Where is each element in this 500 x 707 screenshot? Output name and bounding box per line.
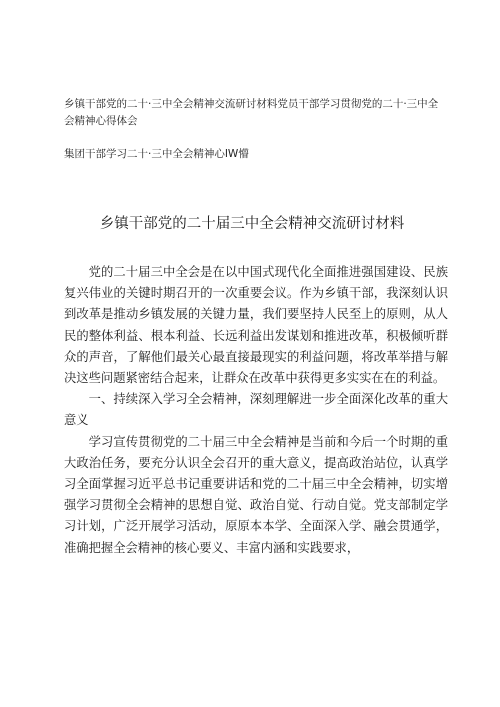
- document-body: [64, 262, 448, 559]
- toc-entry-2[interactable]: 集团干部学习二十·三中全会精神心IW懵: [64, 148, 249, 160]
- toc-entry-1[interactable]: 乡镇干部党的二十·三中全会精神交流研讨材料党员干部学习贯彻党的二十·三中全会精神心得体会: [64, 98, 439, 127]
- section-heading-1: 一、持续深入学习全会精神，深刻理解进一步全面深化改革的重大意义: [64, 392, 448, 428]
- paragraph-section-1: 学习宣传贯彻党的二十届三中全会精神是当前和今后一个时期的重大政治任务，要充分认识全会召开的重大意义，提高政治站位，认真学习全面掌握习近平总书记重要讲话和党的二十届三中全会精神，切实增强学习贯彻全会精神的思想自觉、政治自觉、行动自觉。党支部制定学习计划，广泛开展学习活动，原原本本学、全面深入学、融会贯通学，准确把握全会精神的核心要义、丰富内涵和实践要求，: [64, 434, 448, 555]
- document-title: 乡镇干部党的二十届三中全会精神交流研讨材料: [99, 216, 405, 232]
- paragraph-intro: 党的二十届三中全会是在以中国式现代化全面推进强国建设、民族复兴伟业的关键时期召开的一次重要会议。作为乡镇干部，我深刻认识到改革是推动乡镇发展的关键力量，我们要坚持人民至上的原则，从人民的整体利益、根本利益、长远利益出发谋划和推进改革，积极倾听群众的声音，了解他们最关心最直接最现实的利益问题，将改革举措与解决这些问题紧密结合起来，让群众在改革中获得更多实实在在的利益。: [64, 265, 448, 386]
